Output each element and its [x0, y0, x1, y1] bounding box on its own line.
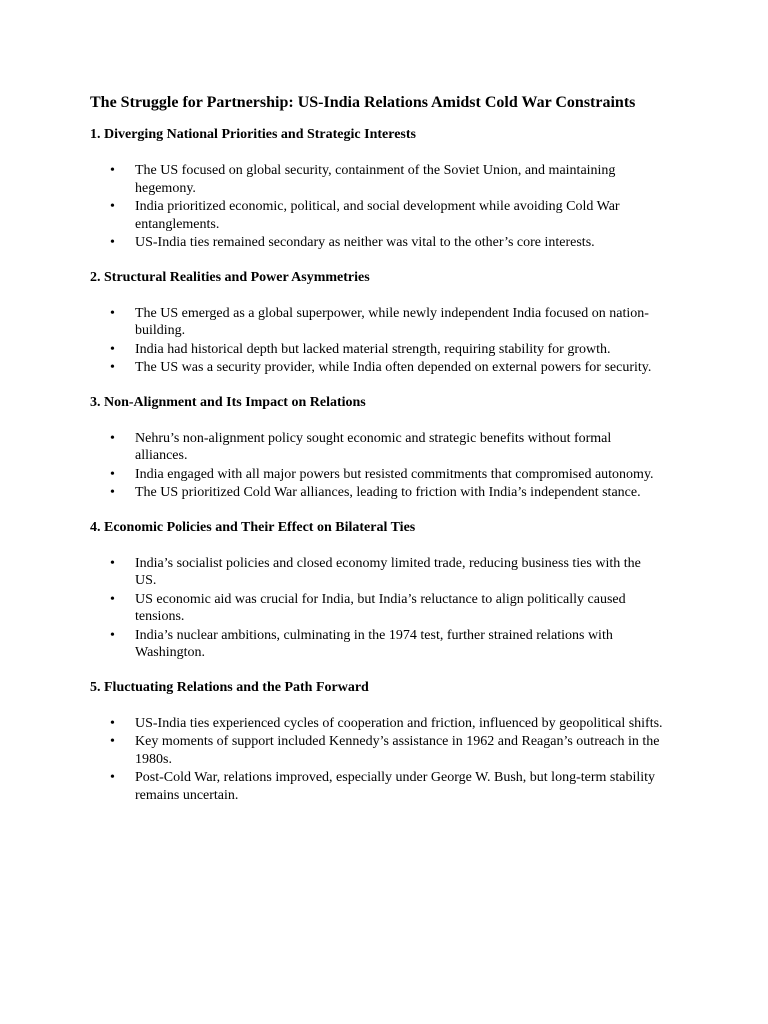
- bullet-text: India had historical depth but lacked material strength, requiring stability for growth.: [135, 341, 611, 357]
- section-heading: 1. Diverging National Priorities and Strategic Interests: [90, 127, 416, 142]
- bullet-item: [90, 198, 665, 233]
- bullet-item: [90, 733, 665, 768]
- bullet-text: US economic aid was crucial for India, but India’s reluctance to align politically caused tensions.: [135, 591, 626, 624]
- bullet-text: Nehru’s non-alignment policy sought economic and strategic benefits without formal alliances.: [135, 430, 612, 463]
- bullet-list: [90, 715, 688, 805]
- bullet-icon: •: [110, 341, 115, 357]
- bullet-icon: •: [110, 360, 115, 375]
- section-heading: 5. Fluctuating Relations and the Path Forward: [90, 679, 369, 695]
- bullet-text: US-India ties remained secondary as neither was vital to the other’s core interests.: [135, 235, 595, 250]
- bullet-item: [90, 591, 665, 626]
- bullet-icon: •: [110, 555, 115, 571]
- bullet-icon: •: [110, 305, 115, 321]
- bullet-text: The US focused on global security, containment of the Soviet Union, and maintaining hegemony.: [135, 163, 616, 196]
- section-heading: 2. Structural Realities and Power Asymmetries: [90, 269, 370, 285]
- bullet-list: [90, 430, 688, 502]
- section-4: [90, 519, 688, 662]
- bullet-item: [90, 466, 665, 484]
- bullet-text: India prioritized economic, political, and social development while avoiding Cold War entanglements.: [135, 199, 620, 232]
- bullet-list: [90, 305, 688, 377]
- bullet-item: [90, 359, 665, 377]
- bullet-icon: •: [110, 163, 115, 178]
- bullet-text: The US was a security provider, while India often depended on external powers for security.: [135, 360, 652, 375]
- bullet-icon: •: [110, 485, 115, 500]
- bullet-text: The US emerged as a global superpower, while newly independent India focused on nation-building.: [135, 305, 649, 338]
- section-3: [90, 394, 688, 502]
- bullet-icon: •: [110, 734, 115, 749]
- section-2: [90, 269, 688, 377]
- bullet-text: The US prioritized Cold War alliances, leading to friction with India’s independent stance.: [135, 485, 641, 500]
- bullet-item: [90, 484, 665, 502]
- section-heading: 3. Non-Alignment and Its Impact on Relations: [90, 394, 366, 410]
- bullet-item: [90, 305, 665, 340]
- bullet-item: [90, 162, 665, 197]
- document-title: The Struggle for Partnership: US-India Relations Amidst Cold War Constraints: [90, 94, 636, 111]
- bullet-icon: •: [110, 627, 115, 643]
- bullet-item: [90, 430, 665, 465]
- bullet-item: [90, 341, 665, 359]
- bullet-icon: •: [110, 430, 115, 446]
- bullet-list: [90, 162, 688, 252]
- bullet-item: [90, 555, 665, 590]
- bullet-list: [90, 555, 688, 662]
- bullet-text: India’s socialist policies and closed economy limited trade, reducing business ties with the US.: [135, 555, 641, 588]
- bullet-item: [90, 715, 665, 733]
- bullet-icon: •: [110, 591, 115, 607]
- bullet-text: India’s nuclear ambitions, culminating in the 1974 test, further strained relations with Washington.: [135, 627, 613, 660]
- bullet-icon: •: [110, 199, 115, 214]
- bullet-icon: •: [110, 770, 115, 785]
- bullet-icon: •: [110, 466, 115, 482]
- section-heading: 4. Economic Policies and Their Effect on Bilateral Ties: [90, 519, 416, 535]
- bullet-item: [90, 234, 665, 252]
- section-1: [90, 126, 688, 252]
- bullet-item: [90, 627, 665, 662]
- bullet-item: [90, 769, 665, 804]
- bullet-text: US-India ties experienced cycles of cooperation and friction, influenced by geopolitical shifts.: [135, 715, 663, 731]
- bullet-icon: •: [110, 235, 115, 250]
- bullet-text: Key moments of support included Kennedy’s assistance in 1962 and Reagan’s outreach in the 1980s.: [135, 734, 660, 767]
- bullet-icon: •: [110, 715, 115, 731]
- bullet-text: India engaged with all major powers but resisted commitments that compromised autonomy.: [135, 466, 654, 482]
- bullet-text: Post-Cold War, relations improved, especially under George W. Bush, but long-term stability remains uncertain.: [135, 770, 655, 803]
- section-5: [90, 679, 688, 805]
